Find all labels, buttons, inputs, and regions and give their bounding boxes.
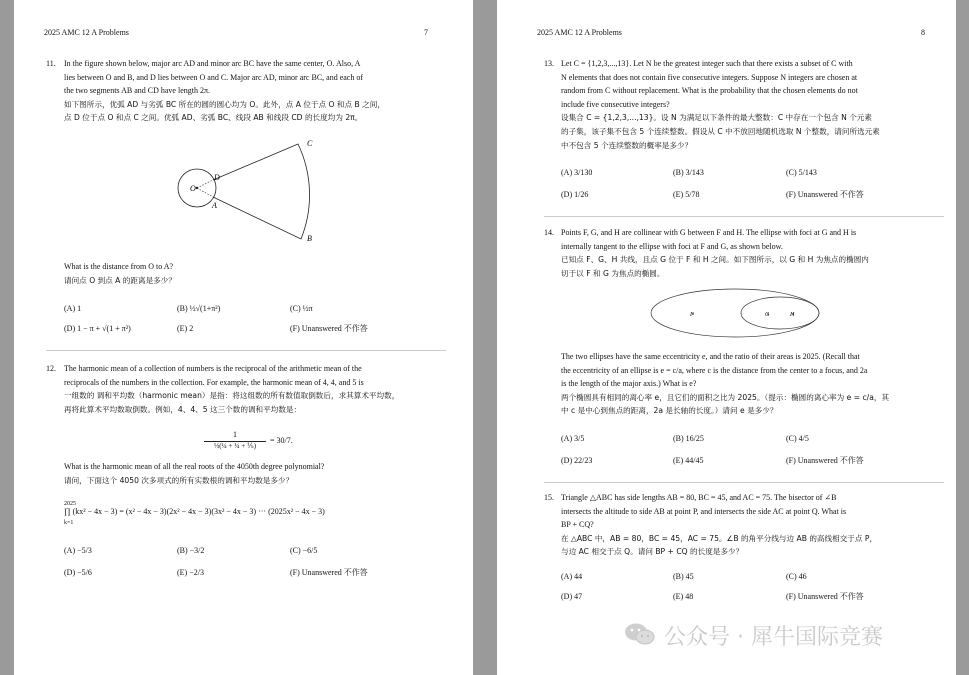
problem-text-cn: 一组数的 调和平均数（harmonic mean）是指：将这组数的所有数值取倒数后，求其算术平均数， [64,391,400,401]
choice-e[interactable]: (E) −2/3 [177,568,204,577]
page-number: 8 [921,28,925,37]
question-text-cn: 请问点 O 到点 A 的距离是多少？ [64,275,176,285]
problem-text-line: the two segments AB and CD have length 2π. [64,86,211,96]
formula-numerator: 1 [233,430,237,439]
problem-text-line: Let C = {1,2,3,...,13}. Let N be the greatest integer such that there exists a subset of C with [561,59,853,68]
choice-a[interactable]: (A) 44 [561,572,583,581]
formula-denominator: ⅓(¼ + ¼ + ⅕) [213,442,257,450]
question-text: What is the harmonic mean of all the real roots of the 4050th degree polynomial? [64,462,325,471]
choice-c[interactable]: (C) 4/5 [786,434,809,443]
problem-text-line: intersects the altitude to side AB at point P, and intersects the side AC at point Q. What is [561,506,847,516]
problem-text-line: BP + CQ? [561,520,594,530]
problem-text-cn: 如下图所示，优弧 AD 与劣弧 BC 所在的圆的圆心均为 O。此外，点 A 位于点 O 和点 B 之间， [64,99,385,109]
answer-choices [561,432,941,472]
problem-text-line: Triangle △ABC has side lengths AB = 80, BC = 45, and AC = 75. The bisector of ∠B [561,493,837,502]
problem-text-line: the eccentricity of an ellipse is e = c/a, where c is the distance from the center to a focus, and 2a [561,365,868,375]
choice-e[interactable]: (E) 48 [673,592,694,601]
problem-text-line: include five consecutive integers? [561,99,670,109]
problem-text-line: The harmonic mean of a collection of numbers is the reciprocal of the arithmetic mean of the [64,364,362,373]
header-title: 2025 AMC 12 A Problems [44,28,129,37]
problem-number: 11. [46,59,56,68]
choice-f[interactable]: (F) Unanswered 不作答 [290,324,368,333]
problem-text-cn: 两个椭圆具有相同的离心率 e，且它们的面积之比为 2025。（提示：椭圆的离心率为 e = c/a，其 [561,392,890,402]
page-7 [14,0,473,675]
divider [46,350,446,351]
choice-d[interactable]: (D) 22/23 [561,456,593,465]
problem-text-cn: 已知点 F、G、H 共线，且点 G 位于 F 和 H 之间。如下图所示，以 G 和 H 为焦点的椭圆内 [561,255,869,265]
choice-f[interactable]: (F) Unanswered 不作答 [786,592,864,601]
problem-text-cn: 设集合 C = {1,2,3,...,13}。设 N 为满足以下条件的最大整数：C 中存在一个包含 N 个元素 [561,113,872,123]
problem-text-cn: 切于以 F 和 G 为焦点的椭圆。 [561,268,665,278]
header-title: 2025 AMC 12 A Problems [537,28,622,37]
label-h: H [790,312,795,318]
answer-choices [561,166,941,206]
choice-b[interactable]: (B) ½√(1+π²) [177,304,221,313]
choice-d[interactable]: (D) 1/26 [561,190,589,199]
choice-e[interactable]: (E) 5/78 [673,190,700,199]
arc-figure [164,135,324,250]
choice-c[interactable]: (C) 5/143 [786,168,817,177]
problem-text-cn: 再将此算术平均数取倒数。例如，4、4、5 这三个数的调和平均数是： [64,404,302,414]
product-upper: 2025 [64,501,76,507]
question-text: What is the distance from O to A? [64,262,174,271]
problem-number: 15. [544,493,554,502]
answer-choices [64,302,454,342]
label-o: O [190,184,196,193]
page-8 [497,0,956,675]
choice-f[interactable]: (F) Unanswered 不作答 [786,456,864,465]
choice-c[interactable]: (C) −6/5 [290,546,318,555]
choice-a[interactable]: (A) 1 [64,304,82,313]
product-expression: ∏ (kx² − 4x − 3) = (x² − 4x − 3)(2x² − 4x − 3)(3x² − 4x − 3) ··· (2025x² − 4x − 3) [64,507,325,516]
choice-f[interactable]: (F) Unanswered 不作答 [290,568,368,577]
choice-b[interactable]: (B) 45 [673,572,694,581]
choice-e[interactable]: (E) 44/45 [673,456,704,465]
choice-d[interactable]: (D) 1 − π + √(1 + π²) [64,324,131,333]
label-f: F [690,312,694,318]
problem-text-line: internally tangent to the ellipse with foci at F and G, as shown below. [561,241,783,251]
problem-text-cn: 点 D 位于点 O 和点 C 之间。优弧 AD、劣弧 BC、线段 AB 和线段 CD 的长度均为 2π。 [64,113,363,123]
problem-number: 12. [46,364,56,373]
watermark [624,620,944,650]
answer-choices [64,544,454,584]
choice-b[interactable]: (B) −3/2 [177,546,205,555]
divider [544,216,944,217]
problem-text-line: lies between O and B, and D lies between O and C. Major arc AD, minor arc BC, and each of [64,72,364,82]
problem-text-cn: 中不包含 5 个连续整数的概率是多少？ [561,140,693,150]
ellipse-figure [647,285,827,341]
watermark-text: 公众号 · 犀牛国际竞赛 [664,625,883,650]
problem-text-line: is the length of the major axis.) What is e? [561,379,697,389]
wechat-icon [624,622,656,646]
problem-text-line: N elements that does not contain five consecutive integers. Suppose N integers are chosen at [561,72,858,82]
label-g: G [765,312,770,318]
choice-e[interactable]: (E) 2 [177,324,194,333]
problem-text-line: Points F, G, and H are collinear with G between F and H. The ellipse with foci at G and H is [561,228,857,237]
label-d: D [214,173,220,182]
page-number: 7 [424,28,428,37]
label-b: B [307,234,312,243]
choice-d[interactable]: (D) −5/6 [64,568,92,577]
choice-a[interactable]: (A) 3/130 [561,168,593,177]
harmonic-formula [204,428,314,456]
point-o [196,187,198,189]
product-formula [64,498,454,528]
inner-ellipse [741,297,819,329]
problem-14-question [561,350,944,418]
label-c: C [307,139,313,148]
choice-a[interactable]: (A) 3/5 [561,434,585,443]
radius-od [197,180,213,188]
problem-text-line: reciprocals of the numbers in the collection. For example, the harmonic mean of 4, 4, and 5 is [64,377,364,387]
problem-text-line: random from C without replacement. What is the probability that the chosen elements do not [561,86,858,96]
problem-text-cn: 与边 AC 相交于点 Q。请问 BP + CQ 的长度是多少？ [561,547,744,557]
choice-c[interactable]: (C) ½π [290,304,313,313]
answer-choices [561,570,941,610]
radius-oa [197,188,213,197]
product-lower: k=1 [64,520,74,526]
problem-text-cn: 中 c 是中心到焦点的距离，2a 是长轴的长度。）请问 e 是多少？ [561,406,778,416]
label-a: A [212,201,217,210]
formula-rhs: = 30/7. [270,436,293,445]
problem-text-cn: 在 △ABC 中，AB = 80，BC = 45，AC = 75。∠B 的角平分线与边 AB 的高线相交于点 P， [561,533,878,543]
problem-text-line: The two ellipses have the same eccentricity e, and the ratio of their areas is 2025. (Recall that [561,352,860,361]
question-text-cn: 请问，下面这个 4050 次多项式的所有实数根的调和平均数是多少？ [64,475,294,485]
problem-number: 13. [544,59,554,68]
choice-b[interactable]: (B) 3/143 [673,168,704,177]
choice-d[interactable]: (D) 47 [561,592,583,601]
problem-11-question [64,260,454,287]
problem-number: 14. [544,228,554,237]
divider [544,482,944,483]
problem-text-cn: 的子集，该子集不包含 5 个连续整数。假设从 C 中不放回地随机选取 N 个整数，请问所选元素 [561,126,880,136]
choice-a[interactable]: (A) −5/3 [64,546,92,555]
choice-f[interactable]: (F) Unanswered 不作答 [786,190,864,199]
choice-c[interactable]: (C) 46 [786,572,807,581]
problem-text-line: In the figure shown below, major arc AD and minor arc BC have the same center, O. Also, A [64,59,361,68]
problem-12-question [64,460,454,487]
choice-b[interactable]: (B) 16/25 [673,434,704,443]
sector-outline [213,144,310,239]
